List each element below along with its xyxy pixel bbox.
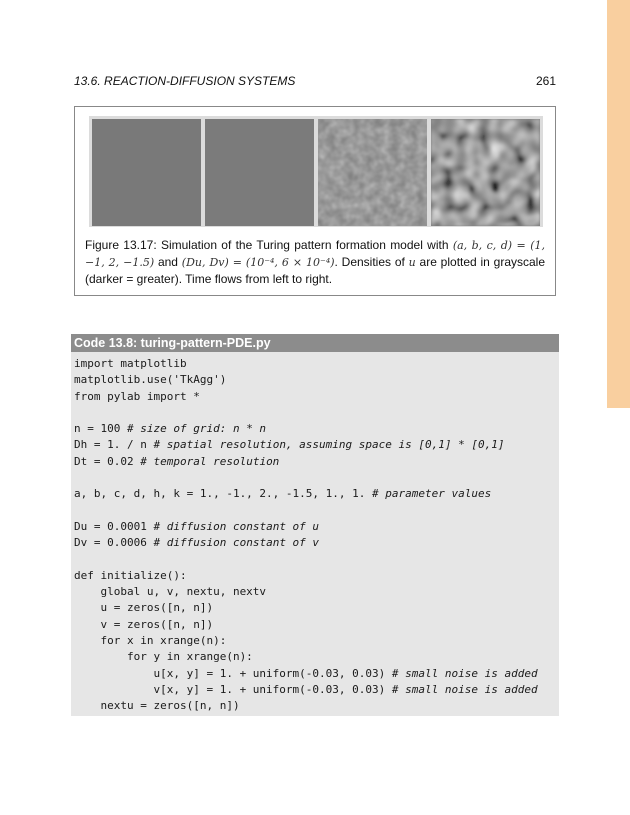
code-line: [74, 666, 559, 682]
panel-1: [92, 119, 201, 226]
code-comment: # temporal resolution: [140, 454, 280, 468]
code-comment: # size of grid: n * n: [126, 422, 267, 436]
code-text: for y in xrange(n):: [74, 650, 253, 664]
code-listing: [71, 352, 559, 716]
code-line: [74, 633, 559, 649]
code-line: [74, 600, 559, 616]
code-line: [74, 682, 559, 698]
code-line: [74, 568, 559, 584]
code-text: Dv = 0.0006: [74, 536, 154, 550]
code-line: [74, 617, 559, 633]
code-comment: # spatial resolution, assuming space is [0,1] * [0,1]: [153, 438, 505, 452]
code-text: global u, v, nextu, nextv: [74, 585, 267, 599]
caption-math-diffusion: (Du, Dv) = (10⁻⁴, 6 × 10⁻⁴): [181, 256, 335, 269]
code-line: [74, 584, 559, 600]
code-line: [74, 519, 559, 535]
code-line: [74, 649, 559, 665]
panel-3-image: [318, 119, 427, 226]
page-number: 261: [535, 74, 556, 88]
code-comment: # small noise is added: [391, 682, 538, 696]
code-text: def initialize():: [74, 568, 187, 582]
caption-text-1: Figure 13.17: Simulation of the Turing pattern formation model with: [85, 238, 453, 252]
caption-text-2: and: [154, 255, 182, 269]
code-text: u = zeros([n, n]): [74, 601, 214, 615]
caption-text-4: are plotted in grayscale (darker = greater). Time flows from left to right.: [85, 255, 546, 286]
code-comment: # diffusion constant of v: [153, 536, 320, 550]
figure-13-17: [74, 106, 556, 296]
running-head: [74, 74, 556, 88]
panel-3: [318, 119, 427, 226]
code-line: [74, 698, 559, 714]
code-line: [74, 372, 559, 388]
code-text: Du = 0.0001: [74, 519, 154, 533]
panel-1-image: [92, 119, 201, 226]
caption-math-u: u: [408, 256, 416, 269]
code-text: v[x, y] = 1. + uniform(-0.03, 0.03): [74, 682, 392, 696]
code-line: [74, 470, 559, 486]
figure-panels: [89, 116, 543, 227]
figure-caption: [85, 237, 545, 288]
code-line: [74, 503, 559, 519]
code-line: [74, 356, 559, 372]
code-text: from pylab import *: [74, 389, 200, 403]
caption-math-params: (a, b, c, d) = (1, −1, 2, −1.5): [85, 239, 545, 269]
code-comment: # diffusion constant of u: [153, 519, 320, 533]
code-line: [74, 437, 559, 453]
code-text: Dt = 0.02: [74, 454, 141, 468]
code-text: n = 100: [74, 422, 127, 436]
panel-4-image: [431, 119, 540, 226]
code-text: u[x, y] = 1. + uniform(-0.03, 0.03): [74, 666, 392, 680]
code-text: import matplotlib: [74, 357, 187, 370]
panel-4: [431, 119, 540, 226]
code-line: [74, 454, 559, 470]
code-line: [74, 552, 559, 568]
panel-2: [205, 119, 314, 226]
code-text: v = zeros([n, n]): [74, 617, 214, 631]
code-text: for x in xrange(n):: [74, 634, 227, 648]
code-line: [74, 535, 559, 551]
code-text: a, b, c, d, h, k = 1., -1., 2., -1.5, 1., 1.: [74, 487, 373, 501]
section-title: 13.6. REACTION-DIFFUSION SYSTEMS: [74, 74, 296, 88]
code-comment: # small noise is added: [391, 666, 538, 680]
code-listing-title: Code 13.8: turing-pattern-PDE.py: [71, 334, 559, 352]
code-line: [74, 486, 559, 502]
code-text: matplotlib.use('TkAgg'): [74, 373, 227, 387]
code-line: [74, 421, 559, 437]
code-line: [74, 405, 559, 421]
panel-2-image: [205, 119, 314, 226]
code-text: nextu = zeros([n, n]): [74, 699, 240, 713]
chapter-thumb-tab: [607, 0, 630, 408]
code-text: Dh = 1. / n: [74, 438, 154, 452]
code-line: [74, 389, 559, 405]
code-comment: # parameter values: [372, 487, 492, 501]
caption-text-3: . Densities of: [334, 255, 409, 269]
